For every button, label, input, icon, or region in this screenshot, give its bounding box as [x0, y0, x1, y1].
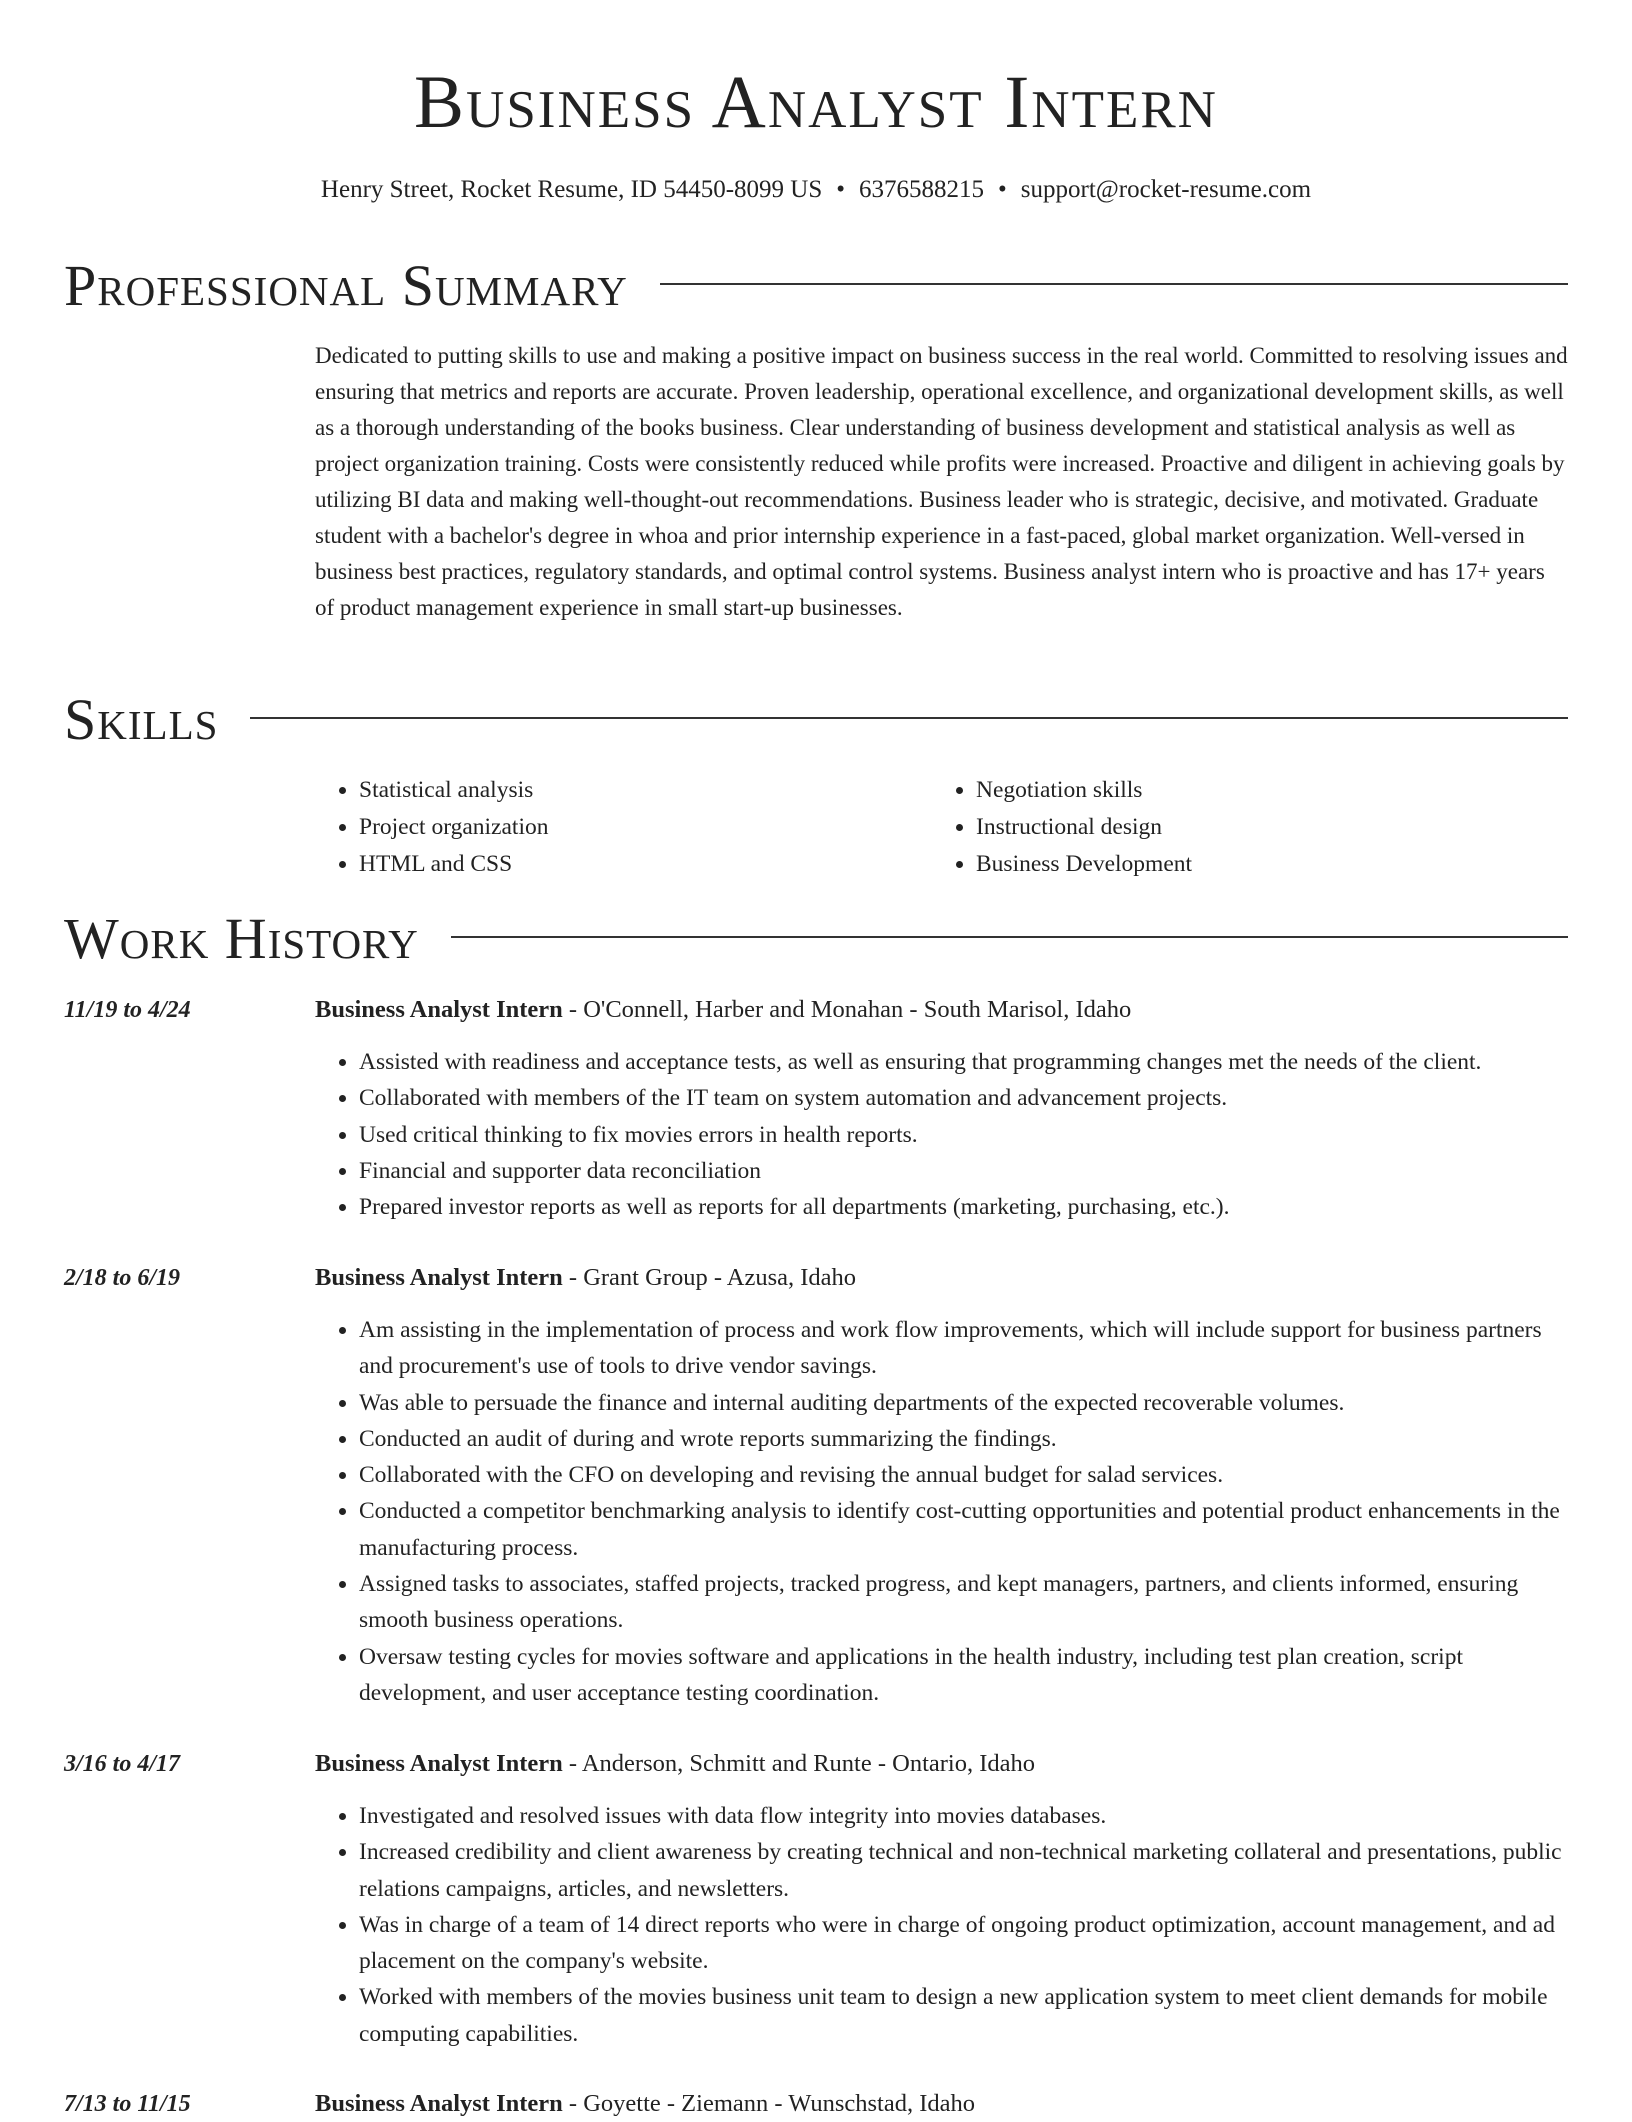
- job-bullet: • Worked with members of the movies business unit team to design a new application system to meet client demands for mobile computing capabilities.: [359, 1979, 1568, 2052]
- job-dates: 11/19 to 4/24: [64, 997, 191, 1023]
- contact-phone: 6376588215: [859, 176, 984, 203]
- skill-item: • Business Development: [976, 846, 1192, 883]
- skill-item: • Negotiation skills: [976, 772, 1192, 809]
- job-bullet: • Conducted a competitor benchmarking analysis to identify cost-cutting opportunities and potential product enhancements in the manufacturing process.: [359, 1493, 1568, 1566]
- job-bullet: • Increased credibility and client awareness by creating technical and non-technical marketing collateral and presentations, public relations campaigns, articles, and newsletters.: [359, 1834, 1568, 1907]
- job-bullet: • Used critical thinking to fix movies errors in health reports.: [359, 1117, 1568, 1153]
- job-bullet: • Am assisting in the implementation of process and work flow improvements, which will include support for business partners and procurement's use of tools to drive vendor savings.: [359, 1312, 1568, 1385]
- job-dates: 3/16 to 4/17: [64, 1751, 181, 1777]
- contact-separator: •: [998, 176, 1007, 203]
- work-history-heading: Work History: [64, 906, 419, 971]
- job-title-line: [315, 2086, 1568, 2122]
- section-divider: [660, 283, 1568, 285]
- job-bullets: [315, 1044, 1568, 1225]
- work-history-section-header: [64, 907, 1568, 971]
- skills-list-left: [315, 772, 548, 883]
- summary-text: Dedicated to putting skills to use and making a positive impact on business success in the real world. Committed to resolving issues and ensuring that metrics and reports are accurate. Proven leadership, operational excellence, and organizational development skills, as well as a thorough understanding of the books business. Clear understanding of business development and statistical analysis as well as project organization training. Costs were consistently reduced while profits were increased. Proactive and diligent in achieving goals by utilizing BI data and making well-thought-out recommendations. Business leader who is strategic, decisive, and motivated. Graduate student with a bachelor's degree in whoa and prior internship experience in a fast-paced, global market organization. Well-versed in business best practices, regulatory standards, and optimal control systems. Business analyst intern who is proactive and has 17+ years of product management experience in small start-up businesses.: [315, 343, 1568, 620]
- summary-section-header: [64, 254, 1568, 318]
- job-employer: - Goyette - Ziemann - Wunschstad, Idaho: [562, 2090, 976, 2117]
- job-title-line: [315, 992, 1568, 1028]
- resume-name: Business Analyst Intern: [414, 61, 1218, 144]
- job-title: Business Analyst Intern: [315, 1750, 563, 1777]
- job-title: Business Analyst Intern: [315, 1264, 563, 1291]
- job-dates: 7/13 to 11/15: [64, 2091, 191, 2117]
- job-bullet: • Assisted with readiness and acceptance tests, as well as ensuring that programming changes met the needs of the client.: [359, 1044, 1568, 1080]
- job-bullet: • Investigated and resolved issues with data flow integrity into movies databases.: [359, 1798, 1568, 1834]
- contact-separator: •: [836, 176, 845, 203]
- job-title: Business Analyst Intern: [315, 996, 563, 1023]
- job-title-line: [315, 1746, 1568, 1782]
- summary-heading: Professional Summary: [64, 253, 628, 318]
- skill-item: • Project organization: [359, 809, 548, 846]
- job-employer: - O'Connell, Harber and Monahan - South Marisol, Idaho: [562, 996, 1132, 1023]
- contact-email: support@rocket-resume.com: [1020, 176, 1312, 203]
- contact-line: [0, 172, 1632, 208]
- section-divider: [451, 936, 1568, 938]
- job-bullet: • Collaborated with the CFO on developing and revising the annual budget for salad services.: [359, 1457, 1568, 1493]
- job-bullets: [315, 1798, 1568, 2052]
- job-bullet: • Conducted an audit of during and wrote reports summarizing the findings.: [359, 1421, 1568, 1457]
- job-employer: - Anderson, Schmitt and Runte - Ontario, Idaho: [562, 1750, 1036, 1777]
- job-bullet: • Collaborated with members of the IT team on system automation and advancement projects.: [359, 1080, 1568, 1116]
- job-title: Business Analyst Intern: [315, 2090, 563, 2117]
- job-bullet: • Financial and supporter data reconciliation: [359, 1153, 1568, 1189]
- job-dates: 2/18 to 6/19: [64, 1265, 181, 1291]
- job-bullet: • Was in charge of a team of 14 direct reports who were in charge of ongoing product optimization, account management, and ad placement on the company's website.: [359, 1907, 1568, 1980]
- skill-item: • Instructional design: [976, 809, 1192, 846]
- job-bullet: • Oversaw testing cycles for movies software and applications in the health industry, including test plan creation, script development, and user acceptance testing coordination.: [359, 1639, 1568, 1712]
- job-title-line: [315, 1260, 1568, 1296]
- section-divider: [250, 717, 1568, 719]
- job-employer: - Grant Group - Azusa, Idaho: [562, 1264, 857, 1291]
- skill-item: • Statistical analysis: [359, 772, 548, 809]
- contact-address: Henry Street, Rocket Resume, ID 54450-8099 US: [320, 176, 823, 203]
- job-bullets: [315, 1312, 1568, 1711]
- job-bullet: • Prepared investor reports as well as reports for all departments (marketing, purchasing, etc.).: [359, 1189, 1568, 1225]
- skills-section-header: [64, 688, 1568, 752]
- job-bullet: • Assigned tasks to associates, staffed projects, tracked progress, and kept managers, partners, and clients informed, ensuring smooth business operations.: [359, 1566, 1568, 1639]
- skills-heading: Skills: [64, 687, 219, 752]
- skills-list-right: [932, 772, 1192, 883]
- skill-item: • HTML and CSS: [359, 846, 548, 883]
- job-bullet: • Was able to persuade the finance and internal auditing departments of the expected recoverable volumes.: [359, 1385, 1568, 1421]
